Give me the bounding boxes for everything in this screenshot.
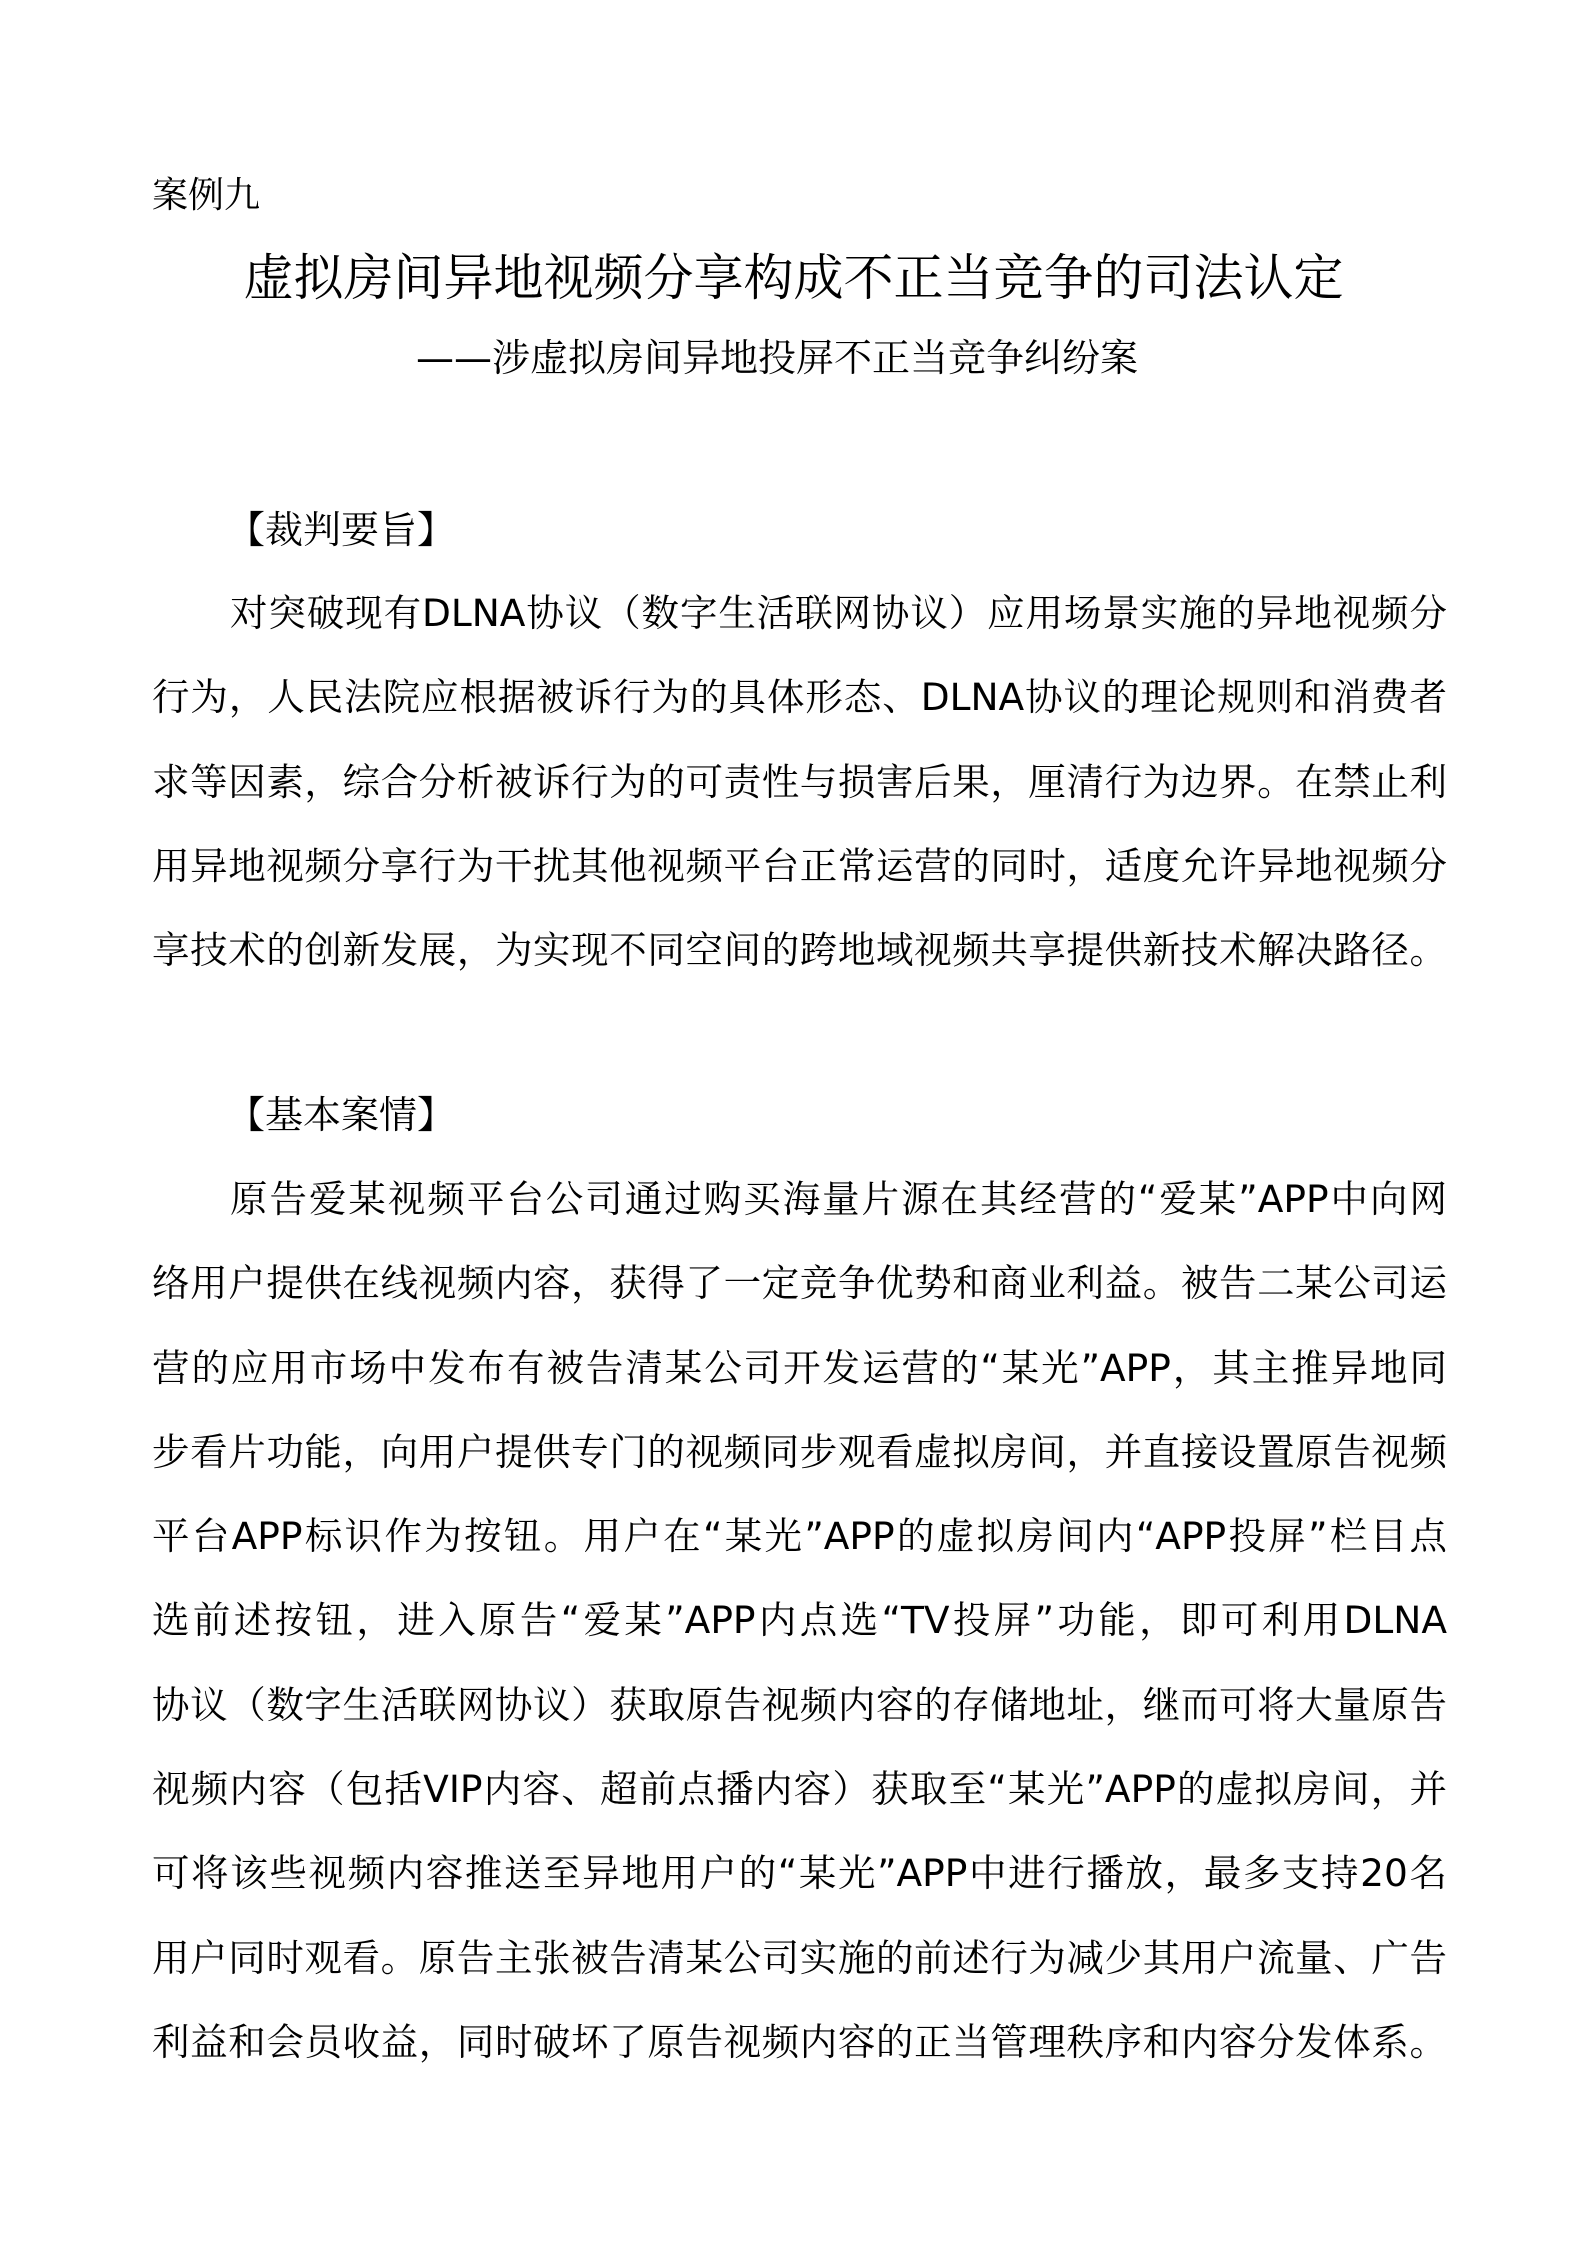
section-heading-judgment-summary: 【裁判要旨】 [227, 508, 456, 552]
paragraph-line: 可将该些视频内容推送至异地用户的“某光”APP中进行播放，最多支持20名 [152, 1851, 1447, 1896]
paragraph-line: 用户同时观看。原告主张被告清某公司实施的前述行为减少其用户流量、广告 [152, 1935, 1447, 1980]
paragraph-line: 协议（数字生活联网协议）获取原告视频内容的存储地址，继而可将大量原告 [152, 1682, 1447, 1727]
paragraph-line: 平台APP标识作为按钮。用户在“某光”APP的虚拟房间内“APP投屏”栏目点 [152, 1514, 1447, 1559]
paragraph-line: 利益和会员收益，同时破坏了原告视频内容的正当管理秩序和内容分发体系。 [152, 2019, 1447, 2064]
paragraph-line: 选前述按钮，进入原告“爱某”APP内点选“TV投屏”功能，即可利用DLNA [152, 1598, 1447, 1643]
document-title: 虚拟房间异地视频分享构成不正当竞争的司法认定 [243, 249, 1344, 307]
paragraph-line: 营的应用市场中发布有被告清某公司开发运营的“某光”APP，其主推异地同 [152, 1345, 1447, 1390]
case-label: 案例九 [152, 175, 261, 216]
paragraph-line: 享技术的创新发展，为实现不同空间的跨地域视频共享提供新技术解决路径。 [152, 928, 1447, 973]
paragraph-line: 视频内容（包括VIP内容、超前点播内容）获取至“某光”APP的虚拟房间，并 [152, 1767, 1447, 1812]
section-heading-basic-facts: 【基本案情】 [227, 1093, 456, 1137]
paragraph-line: 络用户提供在线视频内容，获得了一定竞争优势和商业利益。被告二某公司运 [152, 1261, 1447, 1306]
paragraph-line: 行为，人民法院应根据被诉行为的具体形态、DLNA协议的理论规则和消费者 [152, 675, 1447, 720]
paragraph-basic-facts [152, 1157, 1447, 2084]
paragraph-line: 用异地视频分享行为干扰其他视频平台正常运营的同时，适度允许异地视频分 [152, 843, 1447, 888]
paragraph-line: 求等因素，综合分析被诉行为的可责性与损害后果，厘清行为边界。在禁止利 [152, 759, 1447, 804]
paragraph-line: 步看片功能，向用户提供专门的视频同步观看虚拟房间，并直接设置原告视频 [152, 1429, 1447, 1474]
paragraph-line: 原告爱某视频平台公司通过购买海量片源在其经营的“爱某”APP中向网 [230, 1177, 1447, 1221]
paragraph-judgment-summary [152, 571, 1447, 992]
paragraph-line: 对突破现有DLNA协议（数字生活联网协议）应用场景实施的异地视频分 [230, 591, 1447, 635]
document-subtitle: ——涉虚拟房间异地投屏不正当竞争纠纷案 [416, 336, 1139, 380]
